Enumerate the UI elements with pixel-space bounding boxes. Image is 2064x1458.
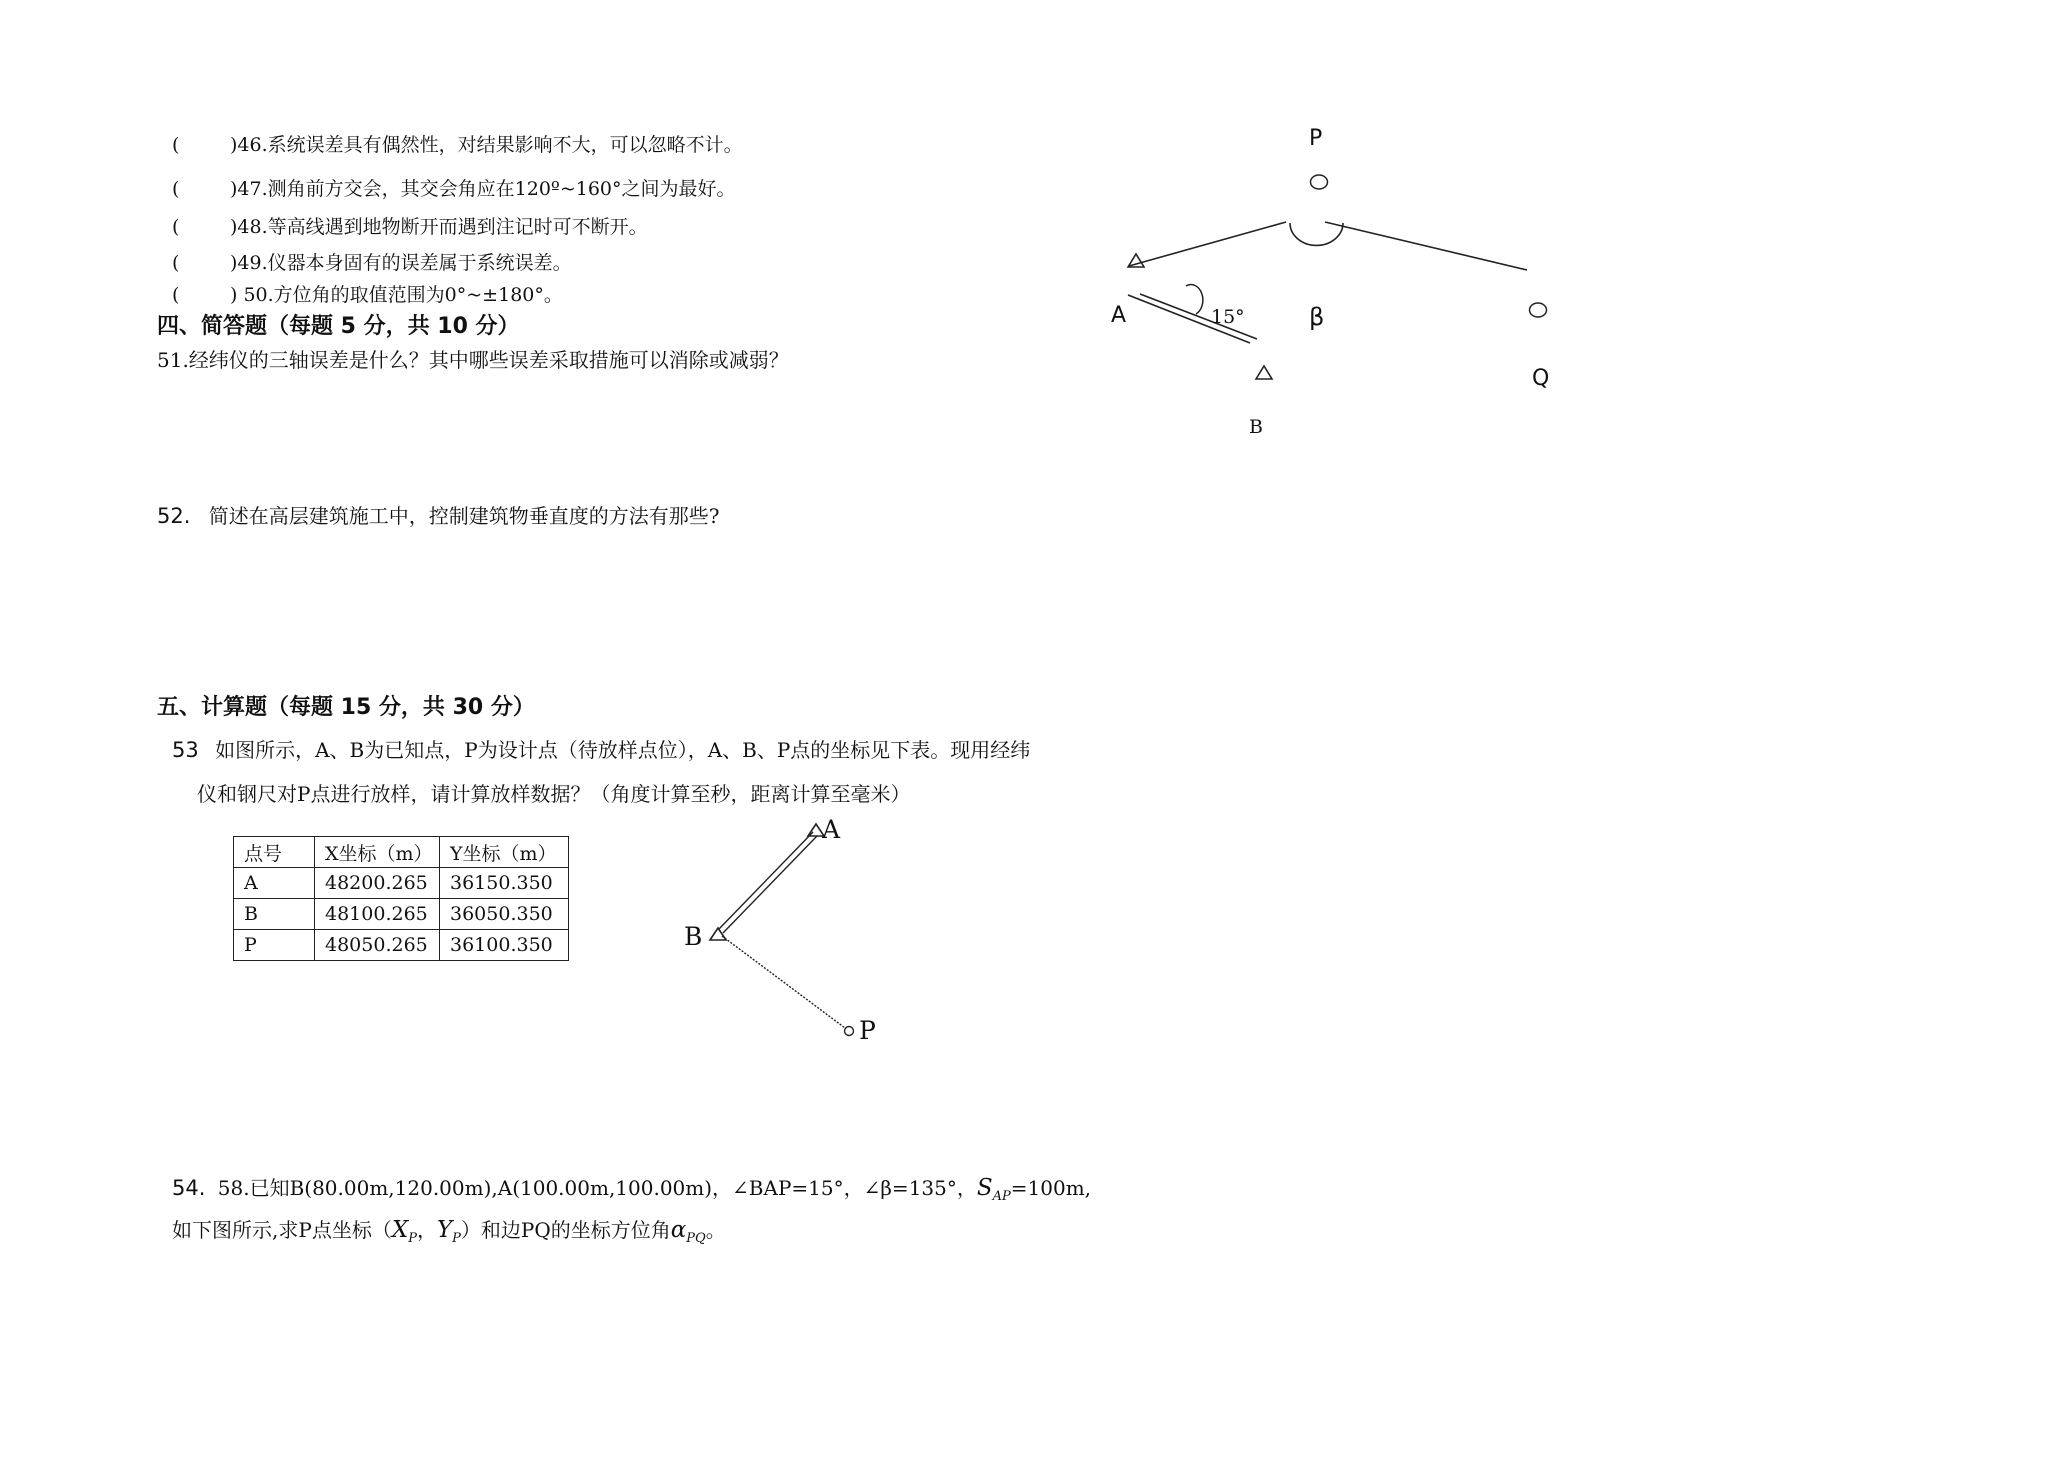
question-text: ）和边PQ的坐标方位角 (460, 1218, 671, 1242)
traverse-diagram (1100, 160, 1560, 400)
table-row (234, 899, 569, 930)
tf-item-49 (172, 248, 572, 275)
line-b-a-2 (723, 836, 817, 933)
angle-15-arc (1186, 285, 1203, 314)
line-a-p (1129, 222, 1286, 266)
design-point-p-circle (845, 1027, 854, 1036)
section-heading-short-answer: 四、简答题（每题 5 分，共 10 分） (157, 314, 520, 339)
table-header-cell: 点号 (234, 837, 315, 868)
question-52 (157, 500, 720, 529)
math-alpha-sub: PQ (686, 1231, 706, 1246)
table-header-cell: Y坐标（m） (440, 837, 569, 868)
stakeout-diagram (670, 800, 910, 1050)
question-text: 。 (705, 1218, 726, 1242)
tf-text: 48.等高线遇到地物断开而遇到注记时可不断开。 (237, 216, 648, 238)
math-s-sub: AP (992, 1189, 1011, 1204)
math-s: S (976, 1175, 993, 1201)
line-b-p (722, 936, 845, 1028)
point-p-circle (1311, 175, 1328, 189)
table-header-row (234, 837, 569, 868)
tf-item-50 (172, 280, 563, 307)
question-text: 简述在高层建筑施工中，控制建筑物垂直度的方法有那些? (208, 504, 720, 528)
angle-beta-arc (1290, 223, 1343, 245)
tf-item-47 (172, 174, 736, 201)
top-label-angle: 15° (1211, 306, 1245, 328)
table-cell: 36150.350 (440, 868, 569, 899)
tf-item-46 (172, 130, 743, 157)
mid-label-p: P (859, 1016, 876, 1045)
top-label-beta: β (1309, 303, 1325, 331)
control-point-b-triangle (1256, 366, 1272, 379)
question-text: 58.已知B(80.00m,120.00m),A(100.00m,100.00m)，∠BAP=15°，∠β=135°， (217, 1176, 977, 1200)
tf-text: 49.仪器本身固有的误差属于系统误差。 (237, 252, 572, 274)
table-row (234, 868, 569, 899)
table-cell: B (234, 899, 315, 930)
table-cell: 48200.265 (315, 868, 440, 899)
math-x: X (391, 1217, 409, 1243)
question-53-line2: 仪和钢尺对P点进行放样，请计算放样数据？（角度计算至秒，距离计算至毫米） (197, 782, 911, 806)
question-text: =100m, (1010, 1176, 1092, 1200)
question-54-line2 (172, 1214, 726, 1246)
tf-paren-open: ( (172, 134, 180, 156)
tf-paren-close: ) (230, 178, 238, 200)
line-b-a (719, 832, 813, 929)
tf-paren-open: ( (172, 178, 180, 200)
question-number: 53 (172, 738, 199, 762)
top-label-p: P (1309, 126, 1323, 151)
tf-paren-open: ( (172, 252, 180, 274)
math-comma: ， (416, 1218, 437, 1242)
table-cell: 36100.350 (440, 930, 569, 961)
top-label-a: A (1111, 303, 1127, 328)
tf-item-48 (172, 212, 648, 239)
question-53-line1 (172, 734, 1030, 763)
table-cell: P (234, 930, 315, 961)
top-label-b: B (1249, 416, 1263, 438)
math-x-sub: P (408, 1231, 417, 1246)
section-heading-calculation: 五、计算题（每题 15 分，共 30 分） (157, 695, 535, 720)
question-number: 52. (157, 504, 191, 528)
math-alpha: α (670, 1217, 687, 1243)
mid-label-b: B (684, 922, 703, 951)
table-cell: 48100.265 (315, 899, 440, 930)
tf-text: 47.测角前方交会，其交会角应在120º~160°之间为最好。 (237, 178, 736, 200)
control-point-b-triangle (710, 928, 726, 940)
tf-text: 46.系统误差具有偶然性，对结果影响不大，可以忽略不计。 (237, 134, 743, 156)
question-text: 如下图所示,求P点坐标（ (172, 1218, 392, 1242)
table-cell: 36050.350 (440, 899, 569, 930)
question-text: 如图所示，A、B为已知点，P为设计点（待放样点位），A、B、P点的坐标见下表。现用经纬 (215, 738, 1031, 762)
tf-paren-close: ) (230, 252, 238, 274)
line-p-q (1325, 222, 1527, 270)
tf-paren-close: ) (230, 284, 238, 306)
tf-paren-close: ) (230, 216, 238, 238)
question-51: 51.经纬仪的三轴误差是什么？其中哪些误差采取措施可以消除或减弱？ (157, 348, 789, 372)
top-label-q: Q (1532, 366, 1550, 391)
question-number: 54. (172, 1176, 206, 1200)
table-cell: A (234, 868, 315, 899)
coordinate-table (233, 836, 569, 961)
tf-paren-open: ( (172, 216, 180, 238)
tf-text: 50.方位角的取值范围为0°~±180°。 (237, 284, 563, 306)
math-y-sub: P (452, 1231, 461, 1246)
mid-label-a: A (822, 815, 841, 844)
point-q-circle (1530, 303, 1547, 317)
question-54-line1 (172, 1172, 1091, 1204)
table-row (234, 930, 569, 961)
math-y: Y (436, 1217, 453, 1243)
table-cell: 48050.265 (315, 930, 440, 961)
tf-paren-close: ) (230, 134, 238, 156)
tf-paren-open: ( (172, 284, 180, 306)
table-header-cell: X坐标（m） (315, 837, 440, 868)
